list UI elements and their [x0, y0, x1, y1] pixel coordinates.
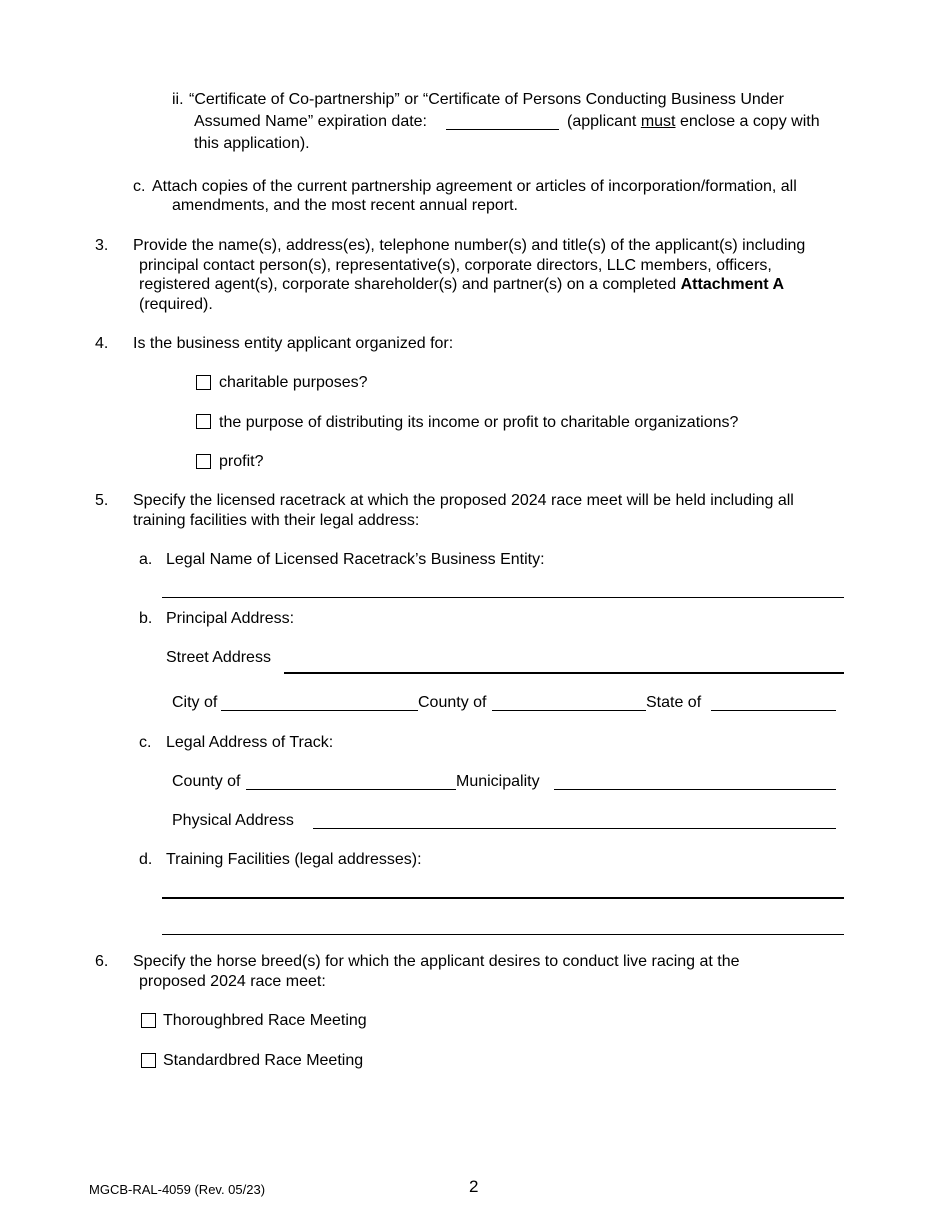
- item-2c-line2: amendments, and the most recent annual report.: [172, 197, 518, 214]
- item-2b-ii-line2-label: Assumed Name” expiration date:: [194, 113, 427, 130]
- principal-address-label: Principal Address:: [166, 610, 295, 627]
- item-3-line4: (required).: [139, 296, 213, 313]
- training-facilities-field-2[interactable]: [162, 934, 844, 935]
- physical-address-field[interactable]: [313, 828, 836, 829]
- item-5c-number: c.: [139, 734, 152, 751]
- municipality-label: Municipality: [456, 773, 540, 790]
- item-2b-ii-note: (applicant must enclose a copy with: [567, 113, 820, 130]
- county-field[interactable]: [492, 710, 646, 711]
- item-2b-ii-line3: this application).: [194, 135, 310, 152]
- item-2b-ii-number: ii.: [172, 91, 184, 108]
- item-5-number: 5.: [95, 492, 109, 509]
- state-field[interactable]: [711, 710, 836, 711]
- street-address-field[interactable]: [284, 672, 844, 674]
- item-6-number: 6.: [95, 953, 109, 970]
- item-6-line2: proposed 2024 race meet:: [139, 973, 326, 990]
- form-id: MGCB-RAL-4059 (Rev. 05/23): [89, 1182, 266, 1197]
- item-3-number: 3.: [95, 237, 109, 254]
- track-county-field[interactable]: [246, 789, 456, 790]
- training-facilities-field-1[interactable]: [162, 897, 844, 899]
- item-2c-line1: Attach copies of the current partnership agreement or articles of incorporation/formation, all: [152, 178, 797, 195]
- municipality-field[interactable]: [554, 789, 836, 790]
- profit-checkbox[interactable]: [196, 454, 211, 469]
- city-field[interactable]: [221, 710, 418, 711]
- item-5a-number: a.: [139, 551, 153, 568]
- item-2b-ii-line1: “Certificate of Co-partnership” or “Certificate of Persons Conducting Business Under: [189, 91, 784, 108]
- distribute-profit-checkbox[interactable]: [196, 414, 211, 429]
- county-label: County of: [418, 694, 487, 711]
- item-4-number: 4.: [95, 335, 109, 352]
- item-5-line2: training facilities with their legal address:: [133, 512, 420, 529]
- racetrack-entity-label: Legal Name of Licensed Racetrack’s Business Entity:: [166, 551, 545, 568]
- item-3-line1: Provide the name(s), address(es), telephone number(s) and title(s) of the applicant(s) including: [133, 237, 806, 254]
- street-address-label: Street Address: [166, 649, 271, 666]
- racetrack-entity-field[interactable]: [162, 597, 844, 598]
- track-legal-address-label: Legal Address of Track:: [166, 734, 334, 751]
- training-facilities-label: Training Facilities (legal addresses):: [166, 851, 422, 868]
- profit-label: profit?: [219, 453, 264, 470]
- track-county-label: County of: [172, 773, 241, 790]
- item-5b-number: b.: [139, 610, 153, 627]
- item-5d-number: d.: [139, 851, 153, 868]
- page-number: 2: [469, 1177, 479, 1196]
- item-2c-number: c.: [133, 178, 146, 195]
- thoroughbred-label: Thoroughbred Race Meeting: [163, 1012, 367, 1029]
- item-4-question: Is the business entity applicant organized for:: [133, 335, 454, 352]
- item-5-line1: Specify the licensed racetrack at which the proposed 2024 race meet will be held including all: [133, 492, 794, 509]
- city-label: City of: [172, 694, 218, 711]
- expiration-date-field[interactable]: [446, 129, 559, 130]
- charitable-purposes-label: charitable purposes?: [219, 374, 368, 391]
- standardbred-checkbox[interactable]: [141, 1053, 156, 1068]
- thoroughbred-checkbox[interactable]: [141, 1013, 156, 1028]
- attachment-a-label: Attachment A: [680, 276, 785, 293]
- standardbred-label: Standardbred Race Meeting: [163, 1052, 364, 1069]
- state-label: State of: [646, 694, 702, 711]
- distribute-profit-label: the purpose of distributing its income or profit to charitable organizations?: [219, 414, 739, 431]
- item-3-line2: principal contact person(s), representative(s), corporate directors, LLC members, officers,: [139, 257, 772, 274]
- charitable-purposes-checkbox[interactable]: [196, 375, 211, 390]
- item-3-line3: registered agent(s), corporate shareholder(s) and partner(s) on a completed Attachment A: [139, 276, 785, 293]
- physical-address-label: Physical Address: [172, 812, 294, 829]
- item-6-line1: Specify the horse breed(s) for which the applicant desires to conduct live racing at the: [133, 953, 740, 970]
